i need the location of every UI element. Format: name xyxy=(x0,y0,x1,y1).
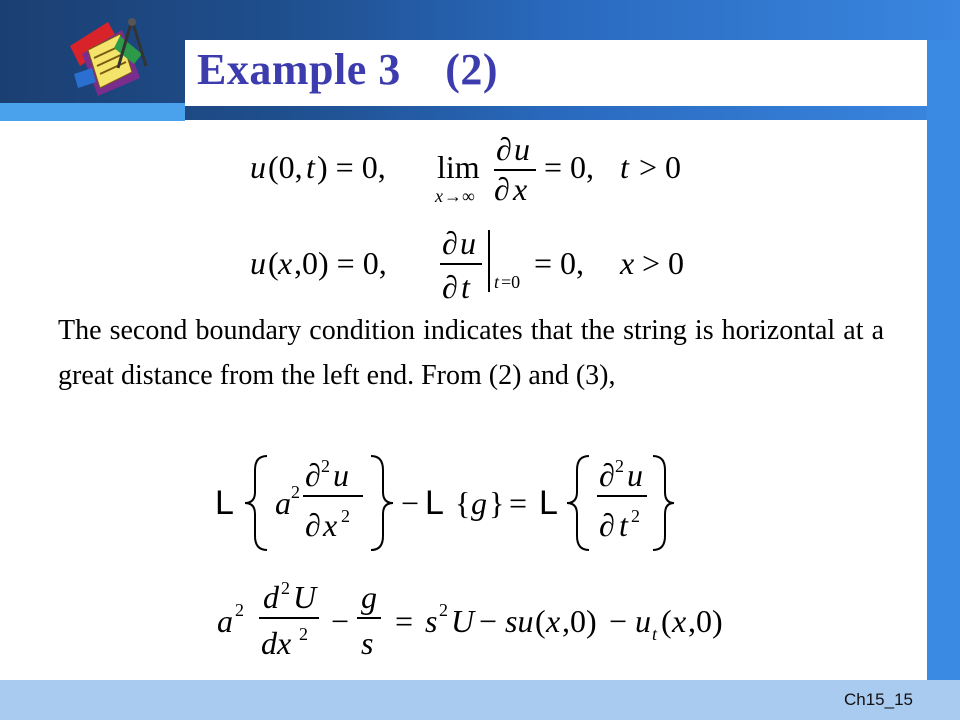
svg-text:dx: dx xyxy=(261,625,292,661)
svg-text:x: x xyxy=(620,245,635,281)
title-accent-bar xyxy=(0,103,185,121)
svg-text:2: 2 xyxy=(235,600,244,620)
svg-text:,0): ,0) xyxy=(562,603,597,639)
svg-text:u: u xyxy=(250,245,266,281)
svg-text:=0: =0 xyxy=(501,272,521,292)
svg-text:(: ( xyxy=(268,245,279,281)
svg-text:x: x xyxy=(546,603,561,639)
svg-text:t: t xyxy=(652,624,658,644)
teacher-tools-clipart-icon xyxy=(62,16,162,100)
explanation-paragraph: The second boundary condition indicates that the string is horizontal at a great distance from the left end. From (2) and (3), xyxy=(58,315,884,391)
svg-text:(0,: (0, xyxy=(268,149,303,185)
svg-text:−: − xyxy=(401,485,420,521)
svg-text:2: 2 xyxy=(615,456,624,476)
svg-text:x: x xyxy=(323,507,338,543)
svg-text:t: t xyxy=(306,149,315,185)
initial-condition-equation xyxy=(250,218,700,306)
svg-text:2: 2 xyxy=(281,578,290,598)
footer-bar xyxy=(0,680,960,720)
svg-text:∂: ∂ xyxy=(442,269,458,305)
svg-text:g: g xyxy=(471,485,487,521)
svg-text:,0) = 0,: ,0) = 0, xyxy=(294,245,387,281)
svg-text:lim: lim xyxy=(437,149,480,185)
svg-text:}: } xyxy=(489,485,505,521)
svg-text:t: t xyxy=(494,272,500,292)
svg-text:u: u xyxy=(514,131,530,167)
svg-text:(: ( xyxy=(535,603,546,639)
svg-text:∂: ∂ xyxy=(305,457,321,493)
svg-text:x: x xyxy=(435,186,443,206)
svg-text:s: s xyxy=(425,603,438,639)
svg-text:u: u xyxy=(627,457,643,493)
svg-text:su: su xyxy=(505,603,534,639)
svg-text:2: 2 xyxy=(321,456,330,476)
svg-text:∂: ∂ xyxy=(599,507,615,543)
svg-text:∂: ∂ xyxy=(496,131,512,167)
svg-text:U: U xyxy=(451,603,475,639)
svg-text:x: x xyxy=(672,603,687,639)
right-decor-strip xyxy=(927,40,960,720)
svg-text:x: x xyxy=(278,245,293,281)
boundary-condition-equation xyxy=(250,130,700,210)
svg-text:u: u xyxy=(460,225,476,261)
svg-text:→∞: →∞ xyxy=(444,186,475,206)
svg-text:u: u xyxy=(635,603,651,639)
laplace-transform-equation xyxy=(215,448,675,558)
svg-text:L: L xyxy=(425,484,444,522)
svg-text:2: 2 xyxy=(439,600,448,620)
svg-text:> 0: > 0 xyxy=(639,149,682,185)
svg-text:g: g xyxy=(361,579,377,615)
svg-text:u: u xyxy=(250,149,266,185)
svg-text:s: s xyxy=(361,625,374,661)
svg-text:) = 0,: ) = 0, xyxy=(317,149,386,185)
svg-text:U: U xyxy=(293,579,317,615)
transformed-ode-equation xyxy=(215,572,785,666)
slide-title: Example 3 (2) xyxy=(197,45,499,94)
svg-text:∂: ∂ xyxy=(305,507,321,543)
svg-text:−: − xyxy=(331,603,350,639)
svg-text:{: { xyxy=(455,485,471,521)
svg-text:=: = xyxy=(395,603,414,639)
svg-text:d: d xyxy=(263,579,279,615)
svg-text:a: a xyxy=(217,603,233,639)
svg-text:∂: ∂ xyxy=(494,171,510,207)
svg-text:= 0,: = 0, xyxy=(534,245,585,281)
svg-text:2: 2 xyxy=(631,506,640,526)
slide-number: Ch15_15 xyxy=(843,690,913,709)
svg-text:∂: ∂ xyxy=(442,225,458,261)
svg-text:L: L xyxy=(539,484,558,522)
svg-text:x: x xyxy=(513,171,528,207)
svg-text:=: = xyxy=(509,485,528,521)
svg-text:L: L xyxy=(215,484,234,522)
svg-text:,0): ,0) xyxy=(688,603,723,639)
svg-text:2: 2 xyxy=(291,482,300,502)
svg-text:t: t xyxy=(619,507,628,543)
svg-text:t: t xyxy=(461,269,470,305)
svg-text:−: − xyxy=(609,603,628,639)
svg-text:2: 2 xyxy=(299,624,308,644)
svg-text:t: t xyxy=(620,149,629,185)
svg-text:u: u xyxy=(333,457,349,493)
svg-text:−: − xyxy=(479,603,498,639)
svg-text:2: 2 xyxy=(341,506,350,526)
svg-text:a: a xyxy=(275,485,291,521)
svg-text:> 0: > 0 xyxy=(642,245,685,281)
svg-text:= 0,: = 0, xyxy=(544,149,595,185)
svg-text:∂: ∂ xyxy=(599,457,615,493)
svg-text:(: ( xyxy=(661,603,672,639)
